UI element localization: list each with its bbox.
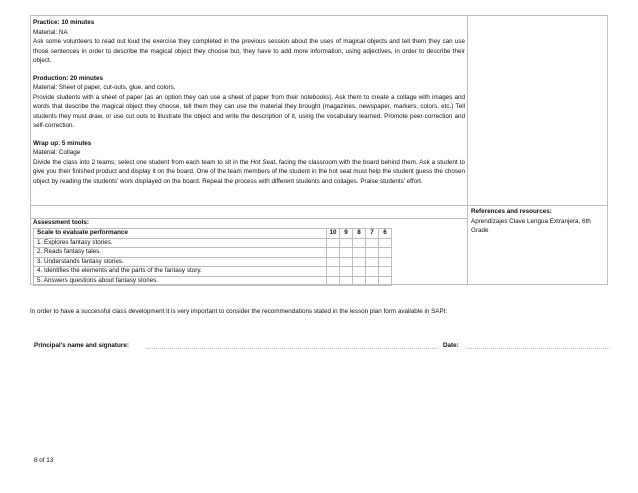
score-cell <box>340 276 353 286</box>
score-8: 8 <box>353 229 366 239</box>
score-cell <box>379 238 392 248</box>
wrapup-material: Material: Collage <box>33 149 81 156</box>
score-cell <box>379 267 392 277</box>
score-cell <box>366 267 379 277</box>
production-text: Provide students with a sheet of paper (as an option they can use a sheet of paper from their notebooks). Ask them to create a collage with images and words that describe the magical object they choose, tell them they can use the material they brought (magazines, newspaper, markers, colors, etc.) Tell students they must draw, or use cut outs to illustrate the object and write the description of it, using the vocabulary learned. Promote peer-correction and self-correction. <box>33 93 465 129</box>
wrapup-heading: Wrap up: 5 minutes <box>33 139 92 147</box>
production-heading: Production: 20 minutes <box>33 74 103 82</box>
production-material: Material: Sheet of paper, cut-outs, glue, and colors. <box>33 84 176 91</box>
wrapup-section <box>33 139 465 187</box>
date-line[interactable] <box>467 348 610 349</box>
practice-material: Material: NA <box>33 28 68 36</box>
criterion-1: 1. Explores fantasy stories. <box>34 238 327 248</box>
score-cell <box>353 257 366 267</box>
lesson-plan-box <box>30 15 608 285</box>
assessment-scale-table <box>33 228 392 286</box>
score-cell <box>340 248 353 258</box>
table-row <box>34 257 392 267</box>
score-cell <box>327 257 340 267</box>
principal-signature-label: Principal's name and signature: <box>34 342 129 349</box>
practice-text: Ask some volunteers to read out loud the exercise they completed in the previous session about the uses of magical objects and tell them they can use those sentences in order to describe the magical object they choose but, they have to add more information, using adjectives, in order to describe their object. <box>33 38 465 64</box>
score-cell <box>340 267 353 277</box>
references-cell <box>471 207 605 236</box>
score-7: 7 <box>366 229 379 239</box>
score-cell <box>366 238 379 248</box>
practice-heading: Practice: 10 minutes <box>33 19 95 26</box>
scale-header: Scale to evaluate performance <box>34 229 327 239</box>
row-divider <box>31 205 607 206</box>
score-cell <box>353 276 366 286</box>
score-cell <box>353 238 366 248</box>
hot-seat-term: Hot Seat <box>250 158 276 166</box>
date-label: Date: <box>443 342 459 349</box>
wrapup-text-start: Divide the class into 2 teams; select one student from each team to sit in the <box>33 158 251 166</box>
criterion-4: 4. Identifies the elements and the parts of the fantasy story. <box>34 267 327 277</box>
score-cell <box>366 257 379 267</box>
score-cell <box>366 248 379 258</box>
page-number: 8 of 13 <box>34 457 54 464</box>
table-row <box>34 267 392 277</box>
wrapup-text-end: , facing the classroom with the board behind them. Ask a student to give you their finished product and display it on the board. One of the team members of the student in the hot seat must help the student guess the chosen object by reading the students' work displayed on the board. Repeat the process with different students and collages. Praise students' effort. <box>33 158 466 185</box>
score-cell <box>340 257 353 267</box>
table-header-row <box>34 229 392 239</box>
score-cell <box>327 276 340 286</box>
score-cell <box>353 267 366 277</box>
score-10: 10 <box>327 229 340 239</box>
criterion-2: 2. Reads fantasy tales. <box>34 248 327 258</box>
score-cell <box>379 248 392 258</box>
production-section <box>33 74 465 131</box>
score-cell <box>379 276 392 286</box>
column-divider <box>467 16 468 284</box>
score-cell <box>327 248 340 258</box>
table-row <box>34 276 392 286</box>
wrapup-text <box>33 158 465 187</box>
references-heading: References and resources: <box>471 208 552 215</box>
score-cell <box>366 276 379 286</box>
criterion-3: 3. Understands fantasy stories. <box>34 257 327 267</box>
table-row <box>34 248 392 258</box>
score-cell <box>340 238 353 248</box>
score-cell <box>327 267 340 277</box>
score-cell <box>379 257 392 267</box>
score-9: 9 <box>340 229 353 239</box>
score-cell <box>327 238 340 248</box>
table-row <box>34 238 392 248</box>
criterion-5: 5. Answers questions about fantasy stories. <box>34 276 327 286</box>
row-divider-left <box>31 218 467 219</box>
recommendation-note: In order to have a successful class development it is very important to consider the recommendations stated in the lesson plan form available in SAPI: <box>30 308 448 315</box>
score-6: 6 <box>379 229 392 239</box>
references-text: Aprendizajes Clave Lengua Extranjera, 6th Grade <box>471 217 591 234</box>
score-cell <box>353 248 366 258</box>
activities-column <box>33 18 465 194</box>
assessment-heading: Assessment tools: <box>33 219 89 226</box>
practice-section <box>33 18 465 66</box>
principal-signature-line[interactable] <box>147 348 437 349</box>
